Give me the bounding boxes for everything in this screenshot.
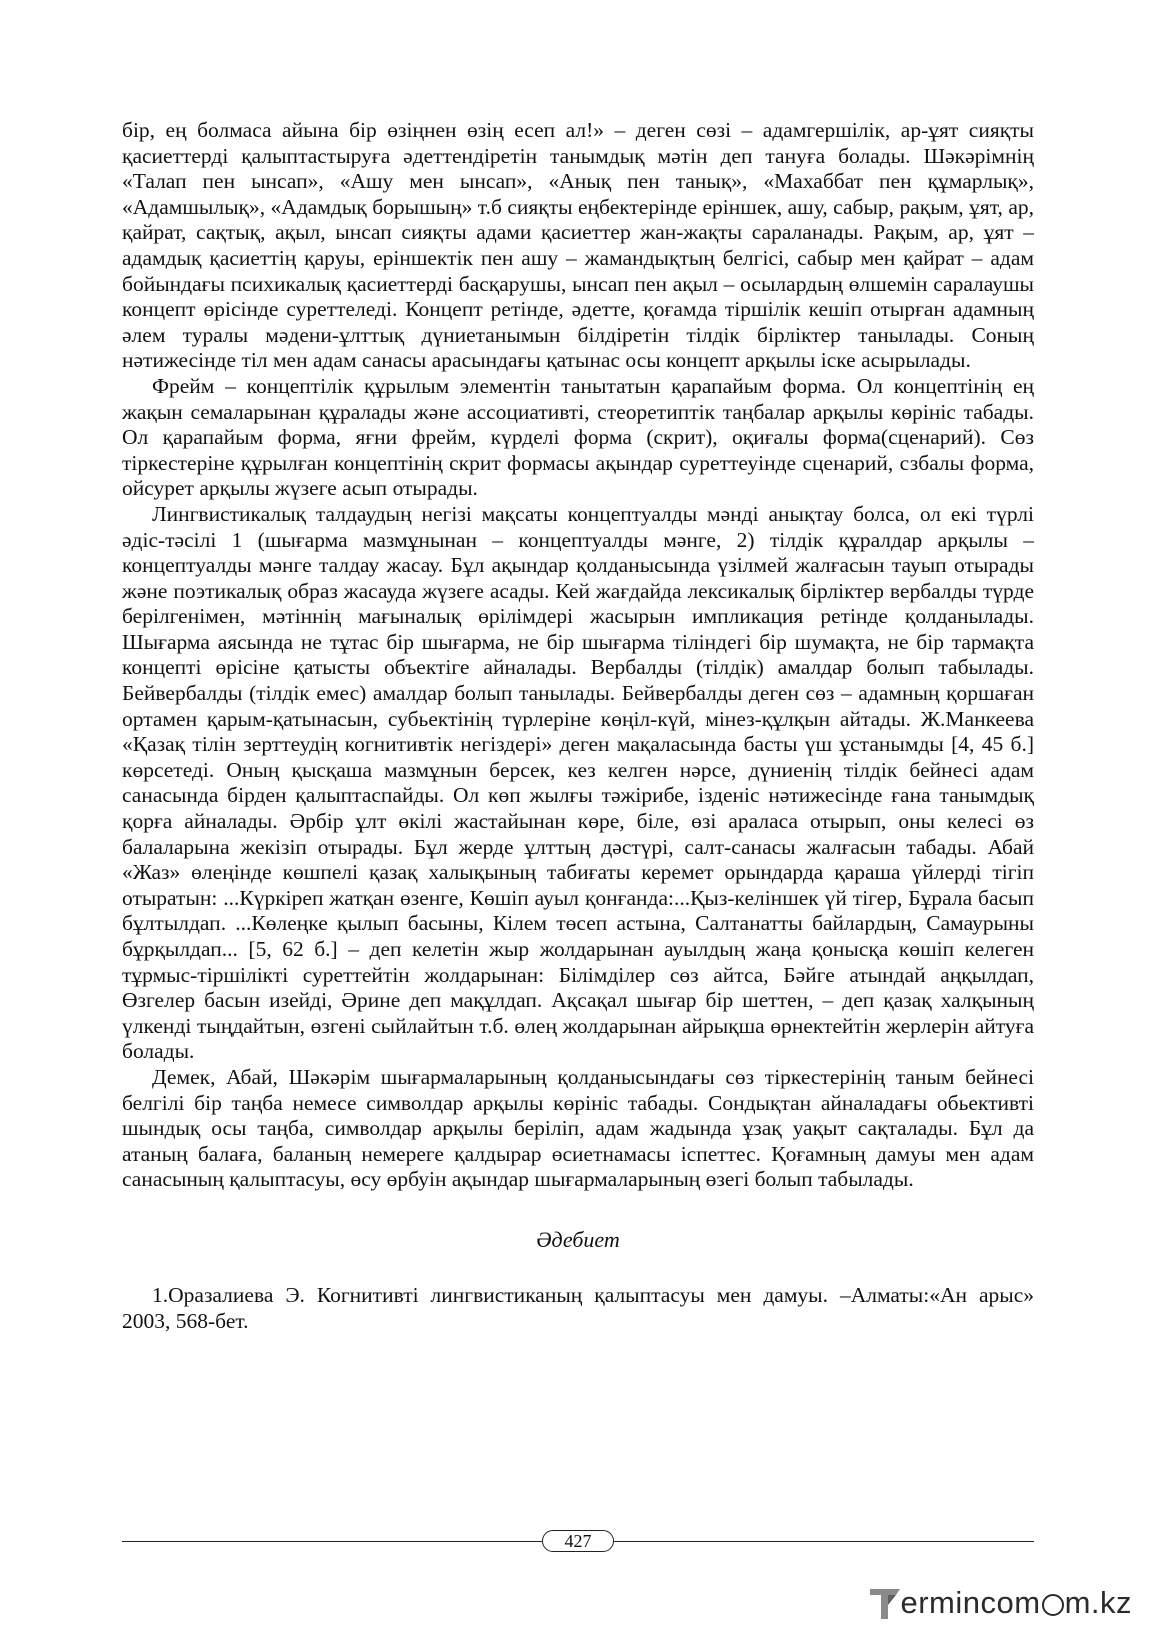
page-footer	[122, 1530, 1034, 1554]
paragraph-3: Лингвистикалық талдаудың негізі мақсаты концептуалды мәнді анықтау болса, ол екі түрлі әдіс-тәсілі 1 (шығарма мазмұнынан – концептуалды мәнге, 2) тілдік құралдар арқылы – концептуалды мәнге талдау жасау. Бұл ақындар қолданысында үзілмей жалғасын тауып отырады және поэтикалық образ жасауда жүзеге асады. Кей жағдайда лексикалық бірліктер вербалды түрде берілгенімен, мәтіннің мағыналық өрілімдері жасырын импликация ретінде қолданылады. Шығарма аясында не тұтас бір шығарма, не бір шығарма тіліндегі бір шумақта, не бір тармақта концепті өрісіне қатысты объектіге айналады. Вербалды (тілдік) амалдар болып табылады. Бейвербалды (тілдік емес) амалдар болып танылады. Бейвербалды деген сөз – адамның қоршаған ортамен қарым-қатынасын, субьектінің түрлеріне көңіл-күй, мінез-құлқын айтады. Ж.Манкеева «Қазақ тілін зерттеудің когнитивтік негіздері» деген мақаласында басты үш ұстанымды [4, 45 б.] көрсетеді. Оның қысқаша мазмұнын берсек, кез келген нәрсе, дүниенің тілдік бейнесі адам санасында бірден қалыптаспайды. Ол көп жылғы тәжірибе, ізденіс нәтижесінде ғана танымдық қорға айналады. Әрбір ұлт өкілі жастайынан көре, біле, өзі араласа отырып, оны келесі өз балаларына жекізіп отырады. Бұл жерде ұлттың дәстүрі, салт-санасы жалғасын табады. Абай «Жаз» өлеңінде көшпелі қазақ халықының табиғаты керемет орындарда қараша үйлерді тігіп отыратын: ...Күркіреп жатқан өзенге, Көшіп ауыл қонғанда:...Қыз-келіншек үй тігер, Бұрала басып бұлтылдап. ...Көлеңке қылып басыны, Кілем төсеп астына, Салтанатты байлардың, Самаурыны бұрқылдап... [5, 62 б.] – деп келетін жыр жолдарынан ауылдың жаңа қонысқа көшіп келеген тұрмыс-тіршілікті суреттейтін жолдарынан: Білімділер сөз айтса, Бәйге атындай аңқылдап, Өзгелер басын изейді, Әрине деп мақұлдап. Ақсақал шығар бір шеттен, – деп қазақ халқының үлкенді тыңдайтын, өзгені сыйлайтын т.б. өлең жолдарынан айрықша өрнектейтін жерлерін айтуға болады.	[122, 501, 1034, 1064]
paragraph-2: Фрейм – концептілік құрылым элементін танытатын қарапайым форма. Ол концептінің ең жақын семаларынан құралады және ассоциативті, стеоретиптік таңбалар арқылы көрініс табады. Ол қарапайым форма, яғни фрейм, күрделі форма (скрит), оқиғалы форма(сценарий). Сөз тіркестеріне құрылған концептінің скрит формасы ақындар суреттеуінде сценарий, сзбалы форма, ойсурет арқылы жүзеге асып отырады.	[122, 373, 1034, 501]
watermark-text: ermincom m.kz	[900, 1585, 1132, 1620]
termincom-watermark	[868, 1583, 1132, 1623]
footer-rule-left	[122, 1541, 542, 1542]
reference-item: 1.Оразалиева Э. Когнитивті лингвистиканың қалыптасуы мен дамуы. –Алматы:«Ан арыс» 2003, 568-бет.	[122, 1282, 1034, 1333]
footer-rule-right	[614, 1541, 1034, 1542]
watermark-o-icon	[1042, 1594, 1064, 1616]
page-number: 427	[542, 1530, 614, 1552]
termincom-logo-icon	[868, 1585, 902, 1621]
references-heading: Әдебиет	[536, 1226, 620, 1252]
paragraph-4: Демек, Абай, Шәкәрім шығармаларының қолданысындағы сөз тіркестерінің таным бейнесі белгілі бір таңба немесе символдар арқылы көрініс табады. Сондықтан айналадағы обьективті шындық осы таңба, символдар арқылы беріліп, адам жадында ұзақ уақыт сақталады. Бұл да атаның балаға, баланың немереге қалдырар өсиетнамасы іспеттес. Қоғамның дамуы мен адам санасының қалыптасуы, өсу өрбуін ақындар шығармаларының өзегі болып табылады.	[122, 1064, 1034, 1192]
paragraph-1: бір, ең болмаса айына бір өзіңнен өзің есеп ал!» – деген сөзі – адамгершілік, ар-ұят сияқты қасиеттерді қалыптастыруға әдеттендіретін танымдық мәтін деп тануға болады. Шәкәрімнің «Талап пен ынсап», «Ашу мен ынсап», «Анық пен танық», «Махаббат пен құмарлық», «Адамшылық», «Адамдық борышың» т.б сияқты еңбектерінде еріншек, ашу, сабыр, рақым, ұят, ар, қайрат, сақтық, ақыл, ынсап сияқты адами қасиеттер жан-жақты сараланады. Рақым, ар, ұят – адамдық қасиеттің қаруы, еріншектік пен ашу – жамандықтың белгісі, сабыр мен қайрат – адам бойындағы психикалық қасиеттерді басқарушы, ынсап пен ақыл – осылардың өлшемін саралаушы концепт өрісінде суреттеледі. Концепт ретінде, әдетте, қоғамда тіршілік кешіп отырған адамның әлем туралы мәдени-ұлттық дүниетанымын білдіретін тілдік бірліктер танылады. Соның нәтижесінде тіл мен адам санасы арасындағы қатынас осы концепт арқылы іске асырылады.	[122, 118, 1034, 373]
article-body	[122, 118, 1034, 1334]
